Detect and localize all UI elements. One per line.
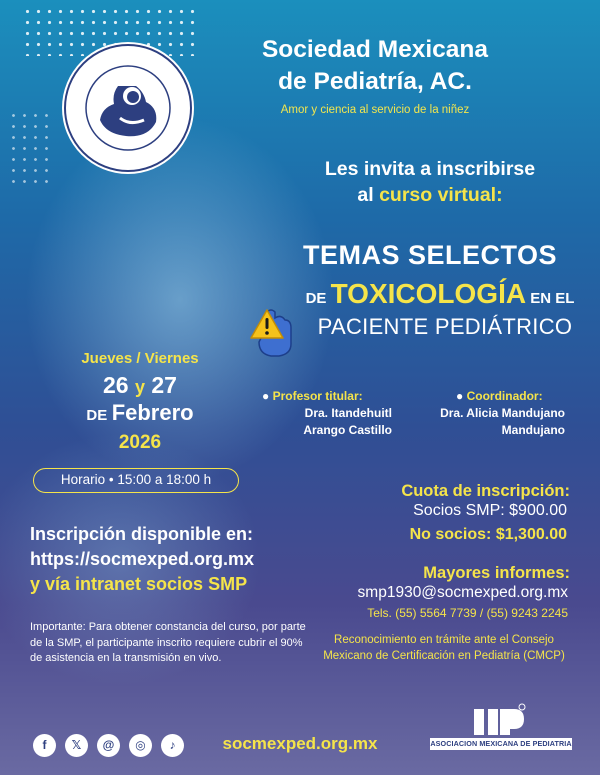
event-date-start: 26 xyxy=(103,372,129,398)
contact-title: Mayores informes: xyxy=(423,564,570,582)
event-month xyxy=(40,400,240,426)
fee-non-members: No socios: $1,300.00 xyxy=(409,526,567,543)
certification-note: Reconocimiento en trámite ante el Consejo Mexicano de Certificación en Pediatría (CMCP) xyxy=(323,634,565,662)
registration-link[interactable]: https://socmexped.org.mx xyxy=(30,549,255,569)
schedule-time-pill: Horario • 15:00 a 18:00 h xyxy=(33,468,239,493)
facebook-icon[interactable]: f xyxy=(33,734,56,757)
event-month-de: DE xyxy=(86,407,108,424)
instagram-icon[interactable]: ◎ xyxy=(129,734,152,757)
fee-members: Socios SMP: $900.00 xyxy=(413,502,567,519)
society-motto: Amor y ciencia al servicio de la niñez xyxy=(280,104,470,116)
course-title-line3: PACIENTE PEDIÁTRICO xyxy=(317,314,573,339)
smp-seal-logo xyxy=(58,38,198,178)
invitation-line2 xyxy=(280,182,580,208)
event-date-and: y xyxy=(134,377,145,397)
event-dates xyxy=(40,372,240,399)
registration-intranet: y vía intranet socios SMP xyxy=(30,574,248,594)
contact-phones: Tels. (55) 5564 7739 / (55) 9243 2245 xyxy=(367,606,568,620)
course-title-line2 xyxy=(290,278,590,310)
invitation-highlight: curso virtual: xyxy=(379,184,503,206)
coordinator-role xyxy=(456,389,576,403)
registration-info xyxy=(30,522,330,597)
amp-label: ASOCIACION MEXICANA DE PEDIATRIA xyxy=(430,739,572,748)
course-title-line1: TEMAS SELECTOS xyxy=(302,240,558,270)
event-days: Jueves / Viernes xyxy=(81,350,199,367)
professor-role-label: Profesor titular: xyxy=(272,389,363,403)
amp-logo xyxy=(470,703,526,737)
professor-role xyxy=(262,389,402,403)
registration-heading: Inscripción disponible en: xyxy=(30,524,254,544)
professor-name xyxy=(262,405,392,439)
event-month-name: Febrero xyxy=(111,400,194,425)
invitation-prefix: al xyxy=(357,184,380,206)
tiktok-icon[interactable]: ♪ xyxy=(161,734,184,757)
course-en-el: EN EL xyxy=(526,290,575,307)
coordinator-name-line1: Dra. Alicia Mandujano xyxy=(440,406,565,420)
invitation-line1: Les invita a inscribirse xyxy=(324,158,536,180)
coordinator-name-line2: Mandujano xyxy=(501,423,565,437)
bullet-icon: ● xyxy=(262,389,273,403)
event-date-end: 27 xyxy=(151,372,177,398)
fee-title: Cuota de inscripción: xyxy=(401,482,570,500)
social-links xyxy=(33,734,203,758)
bullet-icon: ● xyxy=(456,389,467,403)
professor-name-line2: Arango Castillo xyxy=(303,423,392,437)
society-name-line2: de Pediatría, AC. xyxy=(278,68,472,95)
warning-hand-icon xyxy=(245,304,297,362)
coordinator-name xyxy=(410,405,565,439)
attendance-note: Importante: Para obtener constancia del curso, por parte de la SMP, el participante inscrito requiere cubrir el 90% de asistencia en la transmisión en vivo. xyxy=(30,621,306,664)
professor-name-line1: Dra. Itandehuitl xyxy=(304,406,392,420)
course-de: DE xyxy=(305,290,331,307)
website-link[interactable]: socmexped.org.mx xyxy=(222,734,378,753)
course-toxicology: TOXICOLOGÍA xyxy=(330,278,527,309)
event-year: 2026 xyxy=(118,432,162,453)
society-name-line1: Sociedad Mexicana xyxy=(261,36,489,63)
contact-email[interactable]: smp1930@socmexped.org.mx xyxy=(357,584,568,601)
coordinator-role-label: Coordinador: xyxy=(466,389,543,403)
x-icon[interactable]: 𝕏 xyxy=(65,734,88,757)
invitation-text xyxy=(280,156,580,208)
decorative-dot-grid-left xyxy=(8,110,48,190)
society-name xyxy=(215,34,535,98)
threads-icon[interactable]: @ xyxy=(97,734,120,757)
